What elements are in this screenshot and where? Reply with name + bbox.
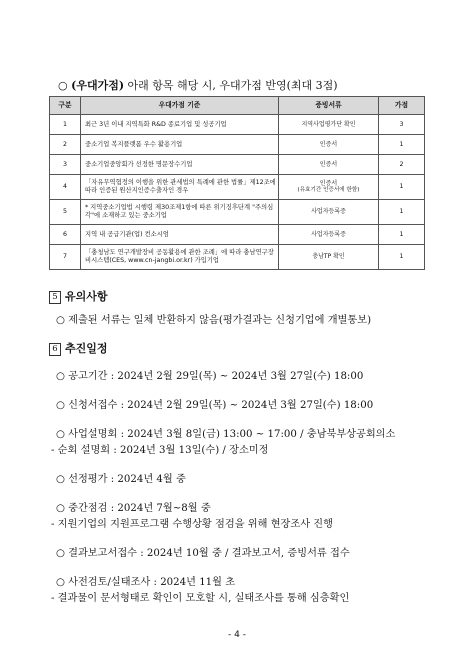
row-proof-note: (유효기간 인증서에 한함) (297, 187, 360, 194)
row-criteria: * 지역중소기업법 시행령 제30조제1항에 따른 위기징후단계 "주의심각"에 소재하고 있는 중소기업 (81, 200, 279, 225)
row-proof-main: 인증서 (319, 180, 338, 188)
schedule-item: ○ 신청서접수 : 2024년 2월 29일(목) ~ 2024년 3월 27일(수) 18:00 (56, 400, 374, 411)
notes-heading (49, 288, 108, 304)
bullet-circle: ○ (58, 79, 68, 92)
row-score: 1 (379, 245, 425, 270)
row-proof: 지역사업평가단 확인 (279, 115, 379, 135)
row-score: 2 (379, 155, 425, 175)
header-cell: 구분 (50, 97, 81, 115)
section-title: 추진일정 (65, 342, 108, 355)
preference-desc: 아래 항목 해당 시, 우대가점 반영(최대 3점) (124, 79, 338, 92)
row-number: 2 (50, 135, 81, 155)
header-cell: 증빙서류 (279, 97, 379, 115)
row-criteria: 지역 내 공급기관(업) 컨소시엄 (81, 225, 279, 245)
row-score: 1 (379, 200, 425, 225)
schedule-subitem: - 결과물이 문서형태로 확인이 모호할 시, 실태조사를 통해 심층확인 (51, 593, 350, 604)
section-number: 6 (49, 343, 61, 356)
table-row (50, 135, 425, 155)
schedule-item: ○ 중간점검 : 2024년 7월~8월 중 (56, 503, 211, 514)
section-number: 5 (49, 291, 61, 304)
row-proof: 충남TP 확인 (279, 245, 379, 270)
row-number: 5 (50, 200, 81, 225)
table-header-row (50, 97, 425, 115)
table-row (50, 200, 425, 225)
header-cell: 우대가점 기준 (81, 97, 279, 115)
row-criteria: 「충청남도 연구개발장비 공동활용에 관한 조례」에 따라 충남연구장비시스템(CES, www.cn-jangbi.or.kr) 가입기업 (81, 245, 279, 270)
row-score: 3 (379, 115, 425, 135)
row-score: 1 (379, 175, 425, 200)
schedule-subitem: - 순회 설명회 : 2024년 3월 13일(수) / 장소미정 (51, 445, 269, 456)
row-criteria: 최근 3년 이내 지역특화 R&D 종료기업 및 성공기업 (81, 115, 279, 135)
page-number: - 4 - (228, 630, 246, 640)
notes-line: ○ 제출된 서류는 일체 반환하지 않음(평가결과는 신청기업에 개별통보) (56, 315, 372, 326)
schedule-item: ○ 결과보고서접수 : 2024년 10월 중 / 결과보고서, 증빙서류 접수 (56, 548, 350, 559)
section-title: 유의사항 (65, 290, 108, 303)
schedule-subitem: - 지원기업의 지원프로그램 수행상황 점검을 위해 현장조사 진행 (51, 519, 333, 530)
row-number: 7 (50, 245, 81, 270)
preference-title: (우대가점) (71, 79, 125, 92)
row-criteria: 「자유무역협정의 이행을 위한 관세법의 특례에 관한 법률」제12조에 따라 인증된 원산지인증수출자인 경우 (81, 175, 279, 200)
preference-heading (58, 77, 338, 93)
row-proof: 인증서 (279, 135, 379, 155)
row-number: 4 (50, 175, 81, 200)
row-criteria: 중소기업중앙회가 선정한 명문장수기업 (81, 155, 279, 175)
row-proof: 사업자등록증 (279, 200, 379, 225)
row-proof: 인증서 (279, 155, 379, 175)
row-number: 1 (50, 115, 81, 135)
preference-table (49, 96, 425, 270)
table-row (50, 115, 425, 135)
row-score: 1 (379, 225, 425, 245)
schedule-item: ○ 사업설명회 : 2024년 3월 8일(금) 13:00 ~ 17:00 / 충남북부상공회의소 (56, 429, 396, 440)
schedule-item: ○ 선정평가 : 2024년 4월 중 (56, 474, 186, 485)
row-proof: 사업자등록증 (279, 225, 379, 245)
table-row (50, 155, 425, 175)
row-proof (279, 175, 379, 200)
row-number: 6 (50, 225, 81, 245)
table-row (50, 175, 425, 200)
schedule-item: ○ 공고기간 : 2024년 2월 29일(목) ~ 2024년 3월 27일(수) 18:00 (56, 371, 364, 382)
schedule-item: ○ 사전검토/실태조사 : 2024년 11월 초 (56, 577, 236, 588)
row-number: 3 (50, 155, 81, 175)
row-score: 1 (379, 135, 425, 155)
table-row (50, 225, 425, 245)
header-cell: 가점 (379, 97, 425, 115)
table-row (50, 245, 425, 270)
row-criteria: 중소기업 복지플랫폼 우수 활용기업 (81, 135, 279, 155)
schedule-heading (49, 340, 108, 356)
